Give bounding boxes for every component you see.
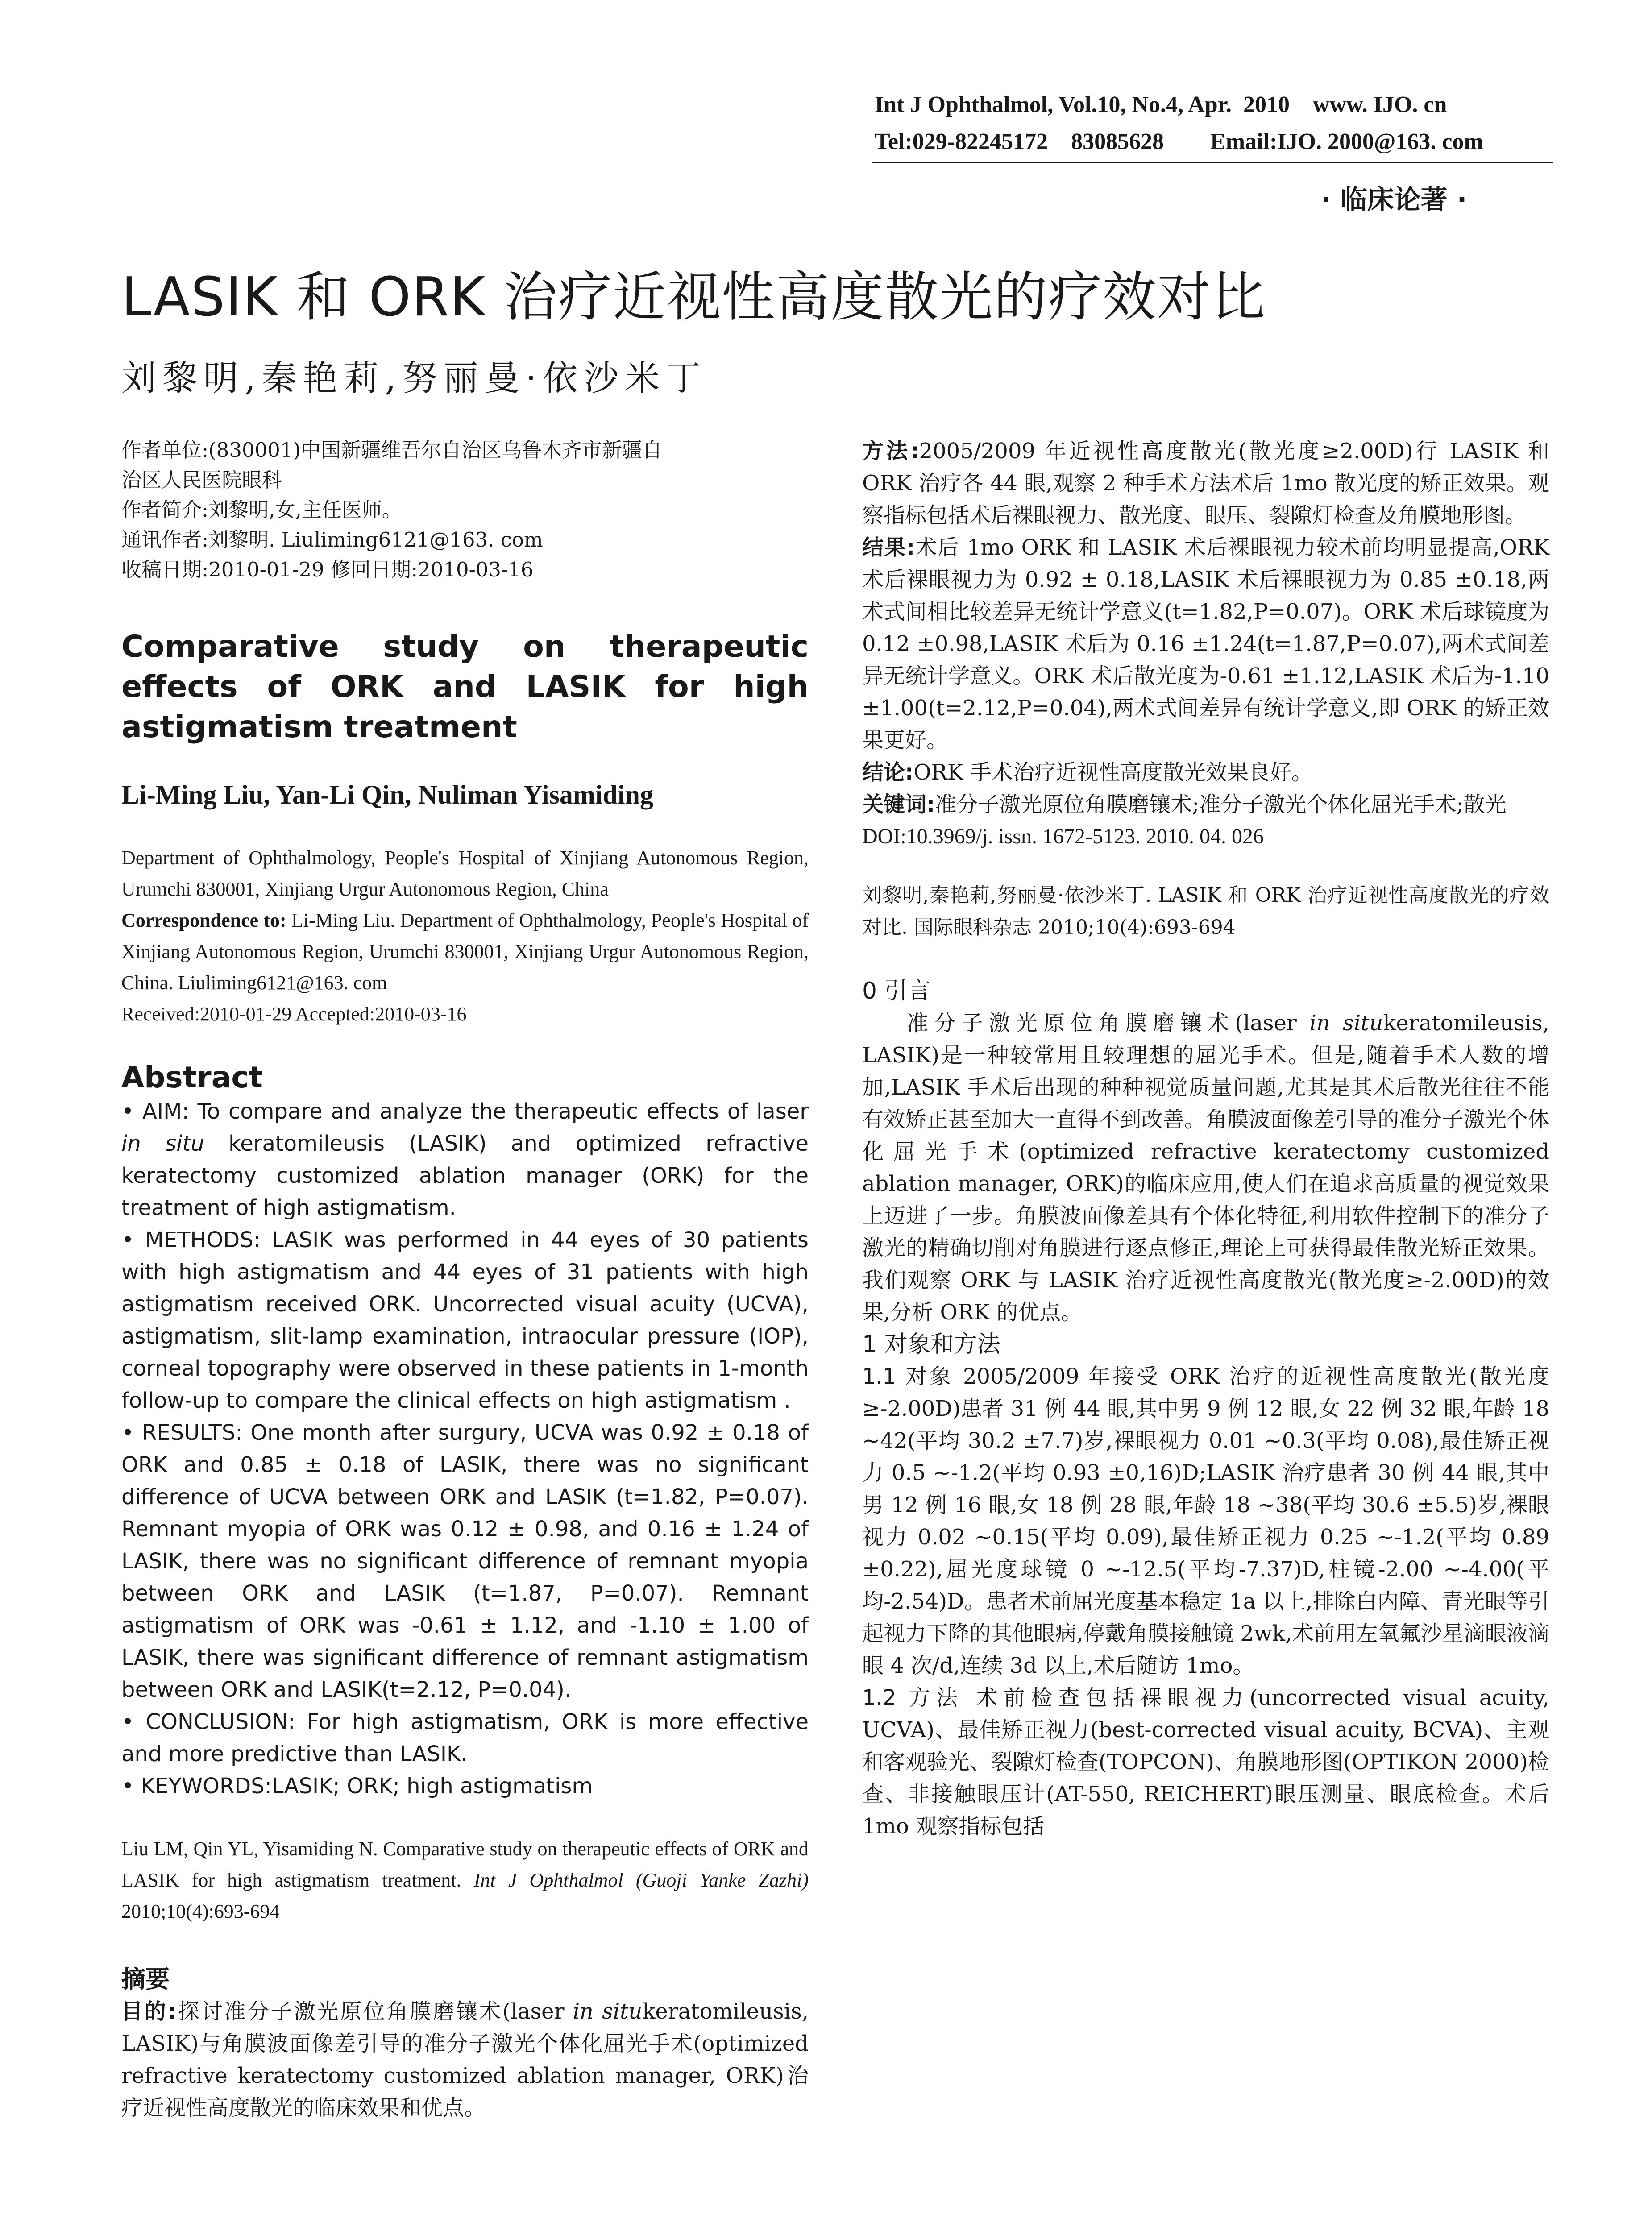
dates-cn: 收稿日期:2010-01-29 修回日期:2010-03-16 bbox=[121, 558, 534, 581]
affiliation-en bbox=[121, 842, 809, 1030]
authors-en: Li-Ming Liu, Yan-Li Qin, Nuliman Yisamiding bbox=[121, 780, 653, 809]
citation-en bbox=[121, 1833, 809, 1927]
author-bio-cn: 作者简介:刘黎明,女,主任医师。 bbox=[121, 498, 402, 522]
running-header-contact: Tel:029-82245172 83085628 Email:IJO. 2000@163. com bbox=[875, 129, 1483, 154]
method-cn-text: 2005/2009 年近视性高度散光(散光度≥2.00D)行 LASIK 和 ORK 治疗各 44 眼,观察 2 种手术方法术后 1mo 散光度的矫正效果。观察指标包括术后裸眼视力、散光度、眼压、裂隙灯检查及角膜地形图。 bbox=[862, 439, 1549, 528]
citation-cn: 刘黎明,秦艳莉,努丽曼·依沙米丁. LASIK 和 ORK 治疗近视性高度散光的疗效对比. 国际眼科杂志 2010;10(4):693-694 bbox=[862, 884, 1549, 939]
abstract-aim bbox=[121, 1095, 809, 1224]
aim-cn-italic: in situ bbox=[573, 1999, 643, 2024]
aim-text: To compare and analyze the therapeutic effects of laser bbox=[189, 1099, 809, 1124]
abstract-cn-result bbox=[862, 531, 1549, 756]
correspondence-en: Li-Ming Liu. Department of Ophthalmology, People's Hospital of Xinjiang Autonomous Region, Urumchi 830001, Xinjiang Urgur Autonomous Region, China. Liuliming6121@163. com bbox=[121, 909, 809, 994]
correspondence-label: Correspondence to: bbox=[121, 909, 286, 931]
header-rule bbox=[872, 162, 1553, 163]
aim-cn-text-cont: keratomileusis, LASIK)与角膜波面像差引导的准分子激光个体化屈光手术(optimized refractive keratectomy customized ablation manager, ORK)治疗近视性高度散光的临床效果和优点。 bbox=[121, 1999, 809, 2120]
affiliation-cn: 作者单位:(830001)中国新疆维吾尔自治区乌鲁木齐市新疆自 bbox=[121, 438, 663, 462]
keywords-cn-text: 准分子激光原位角膜磨镶术;准分子激光个体化屈光手术;散光 bbox=[935, 792, 1507, 817]
keywords-text: LASIK; ORK; high astigmatism bbox=[271, 1774, 593, 1799]
methods-label: • METHODS: bbox=[121, 1227, 261, 1252]
intro-heading: 0 引言 bbox=[862, 978, 931, 1004]
aim-cn-text: 探讨准分子激光原位角膜磨镶术(laser bbox=[176, 1999, 573, 2024]
result-cn-text: 术后 1mo ORK 和 LASIK 术后裸眼视力较术前均明显提高,ORK 术后裸眼视力为 0.92 ± 0.18,LASIK 术后裸眼视力为 0.85 ±0.18,两术式间相比较差异无统计学意义(t=1.82,P=0.07)。ORK 术后球镜度为 0.12 ±0.98,LASIK 术后为 0.16 ±1.24(t=1.87,P=0.07),两术式间差异无统计学意义。ORK 术后散光度为-0.61 ±1.12,LASIK 术后为-1.10 ±1.00(t=2.12,P=0.04),两术式间差异有统计学意义,即 ORK 的矫正效果更好。 bbox=[862, 535, 1549, 753]
procedures-text: 术前检查包括裸眼视力(uncorrected visual acuity, UCVA)、最佳矫正视力(best-corrected visual acuity, BCVA)、主观和客观验光、裂隙灯检查(TOPCON)、角膜地形图(OPTIKON 2000)检查、非接触眼压计(AT-550, REICHERT)眼压测量、眼底检查。术后 1mo 观察指标包括 bbox=[862, 1685, 1549, 1839]
abstract-en bbox=[121, 1095, 809, 1802]
methods-subjects bbox=[862, 1360, 1549, 1682]
section-tag: · 临床论著 · bbox=[1321, 184, 1467, 216]
doi: DOI:10.3969/j. issn. 1672-5123. 2010. 04. 026 bbox=[862, 825, 1264, 848]
affiliation-cn-cont: 治区人民医院眼科 bbox=[121, 468, 282, 492]
intro-italic: in situ bbox=[1309, 1011, 1383, 1036]
intro-paragraph bbox=[862, 1007, 1549, 1328]
left-column bbox=[121, 435, 809, 2124]
abstract-cn-aim bbox=[121, 1995, 809, 2124]
abstract-cn-heading: 摘要 bbox=[121, 1965, 170, 1993]
running-header-journal: Int J Ophthalmol, Vol.10, No.4, Apr. 2010 www. IJO. cn bbox=[875, 92, 1447, 117]
method-cn-label: 方法: bbox=[862, 439, 919, 464]
intro-text-cont: keratomileusis, LASIK)是一种较常用且较理想的屈光手术。但是,随着手术人数的增加,LASIK 手术后出现的种种视觉质量问题,尤其是其术后散光往往不能有效矫正甚至加大一直得不到改善。角膜波面像差引导的准分子激光个体化屈光手术(optimized refractive keratectomy customized ablation manager, ORK)的临床应用,使人们在追求高质量的视觉效果上迈进了一步。角膜波面像差具有个体化特征,利用软件控制下的准分子激光的精确切削对角膜进行逐点修正,理论上可获得最佳散光矫正效果。我们观察 ORK 与 LASIK 治疗近视性高度散光(散光度≥-2.00D)的效果,分析 ORK 的优点。 bbox=[862, 1011, 1549, 1325]
citation-en-tail: 2010;10(4):693-694 bbox=[121, 1900, 280, 1922]
corresponding-author-cn: 通讯作者:刘黎明. Liuliming6121@163. com bbox=[121, 528, 543, 552]
results-text: One month after surgury, UCVA was 0.92 ± 0.18 of ORK and 0.85 ± 0.18 of LASIK, there was no significant difference of UCVA between ORK and LASIK (t=1.82, P=0.07). Remnant myopia of ORK was 0.12 ± 0.98, and 0.16 ± 1.24 of LASIK, there was no significant difference of remnant myopia between ORK and LASIK (t=1.87, P=0.07). Remnant astigmatism of ORK was -0.61 ± 1.12, and -1.10 ± 1.00 of LASIK, there was significant difference of remnant astigmatism between ORK and LASIK(t=2.12, P=0.04). bbox=[121, 1420, 809, 1702]
abstract-results bbox=[121, 1417, 809, 1706]
methods-heading: 1 对象和方法 bbox=[862, 1331, 1000, 1358]
department-en: Department of Ophthalmology, People's Hospital of Xinjiang Autonomous Region, Urumchi 830001, Xinjiang Urgur Autonomous Region, China bbox=[121, 847, 809, 900]
conclusion-cn-label: 结论: bbox=[862, 760, 914, 785]
abstract-heading: Abstract bbox=[121, 1060, 263, 1095]
citation-en-text: Liu LM, Qin YL, Yisamiding N. Comparative study on therapeutic effects of ORK and LASIK for high astigmatism treatment. bbox=[121, 1838, 809, 1891]
conclusion-cn-text: ORK 手术治疗近视性高度散光效果良好。 bbox=[913, 760, 1313, 785]
aim-label: • AIM: bbox=[121, 1099, 189, 1124]
right-column bbox=[862, 435, 1549, 1842]
abstract-cn-keywords bbox=[862, 788, 1549, 821]
authors-cn: 刘黎明,秦艳莉,努丽曼·依沙米丁 bbox=[121, 358, 707, 398]
subjects-text: 2005/2009 年接受 ORK 治疗的近视性高度散光(散光度≥-2.00D)患者 31 例 44 眼,其中男 9 例 12 眼,女 22 例 32 眼,年龄 18 ~42(平均 30.2 ±7.7)岁,裸眼视力 0.01 ~0.3(平均 0.08),最佳矫正视力 0.5 ~-1.2(平均 0.93 ±0,16)D;LASIK 治疗患者 30 例 44 眼,其中男 12 例 16 眼,女 18 例 28 眼,年龄 18 ~38(平均 30.6 ±5.5)岁,裸眼视力 0.02 ~0.15(平均 0.09),最佳矫正视力 0.25 ~-1.2(平均 0.89 ±0.22),屈光度球镜 0 ~-12.5(平均-7.37)D,柱镜-2.00 ~-4.00(平均-2.54)D。患者术前屈光度基本稳定 1a 以上,排除白内障、青光眼等引起视力下降的其他眼病,停戴角膜接触镜 2wk,术前用左氧氟沙星滴眼液滴眼 4 次/d,连续 3d 以上,术后随访 1mo。 bbox=[862, 1364, 1549, 1678]
conclusion-label: • CONCLUSION: bbox=[121, 1709, 295, 1734]
intro-text: 准分子激光原位角膜磨镶术(laser bbox=[907, 1011, 1310, 1036]
citation-en-journal: Int J Ophthalmol (Guoji Yanke Zazhi) bbox=[473, 1869, 809, 1891]
received-dates-en: Received:2010-01-29 Accepted:2010-03-16 bbox=[121, 1003, 467, 1025]
abstract-cn-method bbox=[862, 435, 1549, 531]
aim-text-cont: keratomileusis (LASIK) and optimized refractive keratectomy customized ablation manager (ORK) for the treatment of high astigmatism. bbox=[121, 1131, 809, 1220]
results-label: • RESULTS: bbox=[121, 1420, 243, 1445]
abstract-methods bbox=[121, 1224, 809, 1417]
keywords-cn-label: 关键词: bbox=[862, 792, 935, 817]
conclusion-text: For high astigmatism, ORK is more effective and more predictive than LASIK. bbox=[121, 1709, 809, 1767]
article-title-cn: LASIK 和 ORK 治疗近视性高度散光的疗效对比 bbox=[121, 266, 1266, 328]
aim-cn-label: 目的: bbox=[121, 1999, 177, 2024]
author-info-cn bbox=[121, 435, 809, 585]
subjects-label: 1.1 对象 bbox=[862, 1364, 954, 1389]
article-title-en: Comparative study on therapeutic effects of ORK and LASIK for high astigmatism treatment bbox=[121, 629, 809, 745]
result-cn-label: 结果: bbox=[862, 535, 915, 560]
abstract-cn-conclusion bbox=[862, 756, 1549, 788]
procedures-label: 1.2 方法 bbox=[862, 1685, 964, 1710]
methods-text: LASIK was performed in 44 eyes of 30 patients with high astigmatism and 44 eyes of 31 patients with high astigmatism received ORK. Uncorrected visual acuity (UCVA), astigmatism, slit-lamp examination, intraocular pressure (IOP), corneal topography were observed in these patients in 1-month follow-up to compare the clinical effects on high astigmatism . bbox=[121, 1227, 809, 1413]
abstract-conclusion bbox=[121, 1706, 809, 1770]
aim-italic: in situ bbox=[121, 1131, 204, 1156]
methods-procedures bbox=[862, 1682, 1549, 1842]
keywords-label: • KEYWORDS: bbox=[121, 1774, 272, 1799]
abstract-keywords bbox=[121, 1770, 809, 1802]
